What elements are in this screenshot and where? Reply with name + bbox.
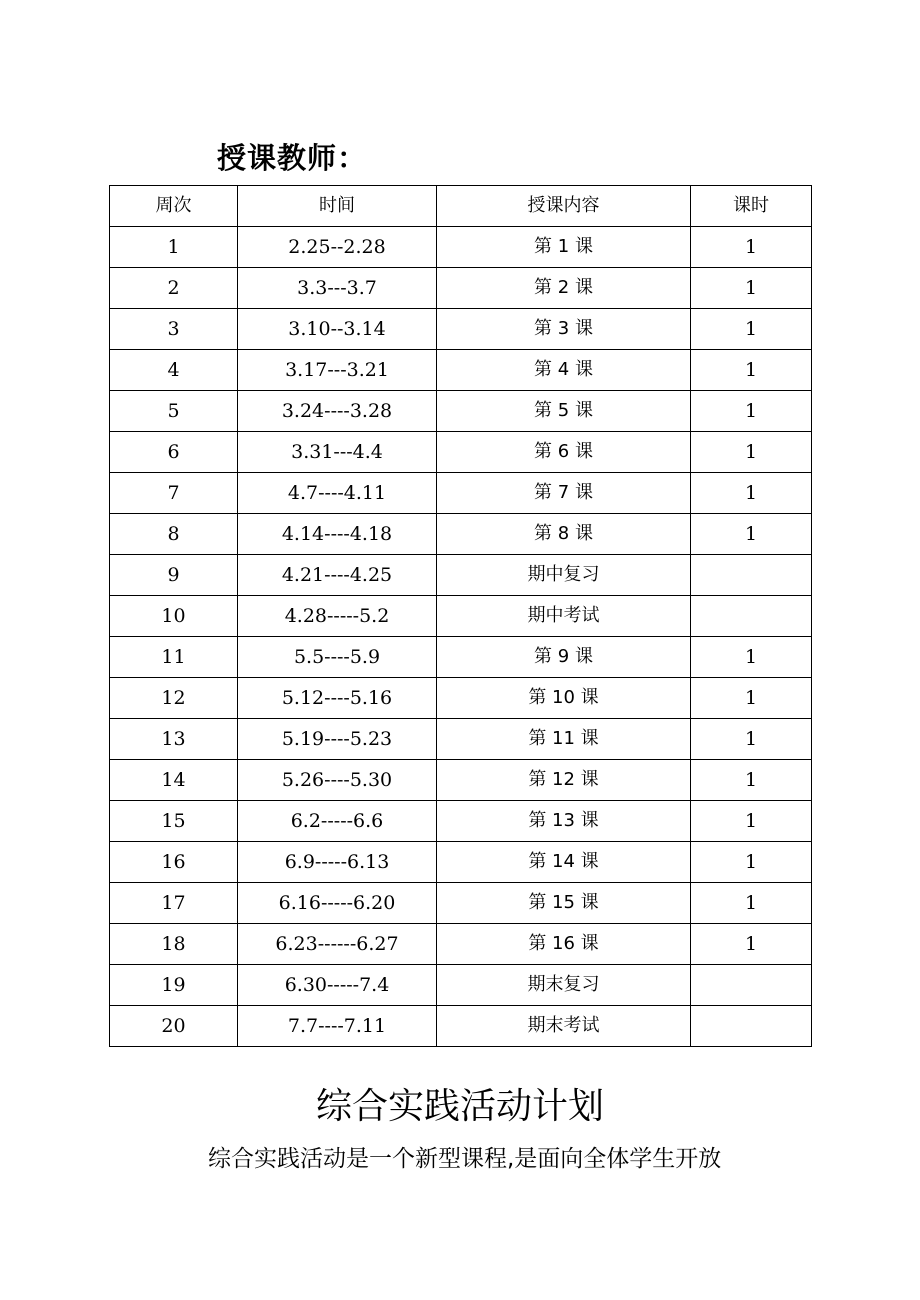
cell-hours: 1 [691, 883, 812, 924]
table-row [110, 432, 812, 473]
cell-week: 6 [110, 432, 238, 473]
cell-time: 4.28-----5.2 [238, 596, 437, 637]
cell-time: 6.23------6.27 [238, 924, 437, 965]
cell-week: 8 [110, 514, 238, 555]
table-row [110, 596, 812, 637]
cell-content: 期末复习 [437, 965, 691, 1006]
cell-time: 5.5----5.9 [238, 637, 437, 678]
column-header-time: 时间 [238, 186, 437, 227]
cell-week: 9 [110, 555, 238, 596]
cell-time: 7.7----7.11 [238, 1006, 437, 1047]
cell-week: 19 [110, 965, 238, 1006]
cell-week: 2 [110, 268, 238, 309]
table-row [110, 801, 812, 842]
section-title: 综合实践活动计划 [315, 1086, 604, 1127]
cell-hours [691, 555, 812, 596]
cell-week: 20 [110, 1006, 238, 1047]
table-row [110, 227, 812, 268]
cell-week: 10 [110, 596, 238, 637]
cell-time: 4.21----4.25 [238, 555, 437, 596]
cell-hours: 1 [691, 678, 812, 719]
cell-content: 第 8 课 [437, 514, 691, 555]
cell-hours: 1 [691, 801, 812, 842]
cell-time: 5.12----5.16 [238, 678, 437, 719]
table-header-row [110, 186, 812, 227]
cell-week: 15 [110, 801, 238, 842]
cell-week: 7 [110, 473, 238, 514]
cell-content: 期末考试 [437, 1006, 691, 1047]
cell-hours: 1 [691, 350, 812, 391]
cell-time: 3.24----3.28 [238, 391, 437, 432]
cell-hours: 1 [691, 391, 812, 432]
cell-content: 期中考试 [437, 596, 691, 637]
cell-hours: 1 [691, 719, 812, 760]
cell-content: 第 9 课 [437, 637, 691, 678]
column-header-hours: 课时 [691, 186, 812, 227]
cell-time: 6.9-----6.13 [238, 842, 437, 883]
teacher-label: 授课教师： [217, 141, 368, 175]
cell-content: 第 12 课 [437, 760, 691, 801]
cell-time: 6.2-----6.6 [238, 801, 437, 842]
cell-hours: 1 [691, 227, 812, 268]
cell-content: 期中复习 [437, 555, 691, 596]
cell-week: 12 [110, 678, 238, 719]
table-row [110, 842, 812, 883]
cell-content: 第 4 课 [437, 350, 691, 391]
table-row [110, 760, 812, 801]
table-row [110, 637, 812, 678]
cell-content: 第 13 课 [437, 801, 691, 842]
cell-content: 第 14 课 [437, 842, 691, 883]
cell-time: 4.14----4.18 [238, 514, 437, 555]
column-header-content: 授课内容 [437, 186, 691, 227]
cell-content: 第 16 课 [437, 924, 691, 965]
table-row [110, 473, 812, 514]
table-row [110, 555, 812, 596]
cell-content: 第 3 课 [437, 309, 691, 350]
cell-week: 4 [110, 350, 238, 391]
table-row [110, 309, 812, 350]
cell-content: 第 10 课 [437, 678, 691, 719]
table-row [110, 1006, 812, 1047]
cell-hours: 1 [691, 842, 812, 883]
cell-week: 1 [110, 227, 238, 268]
cell-week: 5 [110, 391, 238, 432]
cell-content: 第 6 课 [437, 432, 691, 473]
cell-content: 第 15 课 [437, 883, 691, 924]
cell-time: 5.26----5.30 [238, 760, 437, 801]
table-row [110, 719, 812, 760]
schedule-body [110, 227, 812, 1047]
cell-hours [691, 596, 812, 637]
cell-time: 6.16-----6.20 [238, 883, 437, 924]
cell-week: 18 [110, 924, 238, 965]
schedule-table [109, 185, 812, 1047]
cell-content: 第 7 课 [437, 473, 691, 514]
cell-time: 3.17---3.21 [238, 350, 437, 391]
table-row [110, 965, 812, 1006]
cell-time: 3.31---4.4 [238, 432, 437, 473]
cell-week: 17 [110, 883, 238, 924]
table-row [110, 883, 812, 924]
cell-week: 11 [110, 637, 238, 678]
cell-time: 6.30-----7.4 [238, 965, 437, 1006]
cell-content: 第 5 课 [437, 391, 691, 432]
cell-week: 16 [110, 842, 238, 883]
cell-hours: 1 [691, 432, 812, 473]
table-row [110, 678, 812, 719]
intro-paragraph: 综合实践活动是一个新型课程,是面向全体学生开放 [208, 1146, 722, 1172]
cell-hours: 1 [691, 309, 812, 350]
cell-week: 14 [110, 760, 238, 801]
cell-time: 2.25--2.28 [238, 227, 437, 268]
cell-time: 3.10--3.14 [238, 309, 437, 350]
cell-time: 3.3---3.7 [238, 268, 437, 309]
cell-hours: 1 [691, 514, 812, 555]
cell-hours [691, 965, 812, 1006]
column-header-week: 周次 [110, 186, 238, 227]
cell-hours: 1 [691, 637, 812, 678]
table-row [110, 268, 812, 309]
cell-week: 3 [110, 309, 238, 350]
table-row [110, 391, 812, 432]
table-row [110, 350, 812, 391]
table-row [110, 514, 812, 555]
cell-hours: 1 [691, 924, 812, 965]
cell-time: 5.19----5.23 [238, 719, 437, 760]
cell-content: 第 11 课 [437, 719, 691, 760]
cell-time: 4.7----4.11 [238, 473, 437, 514]
table-row [110, 924, 812, 965]
cell-hours: 1 [691, 473, 812, 514]
cell-hours [691, 1006, 812, 1047]
cell-week: 13 [110, 719, 238, 760]
cell-hours: 1 [691, 760, 812, 801]
cell-hours: 1 [691, 268, 812, 309]
cell-content: 第 1 课 [437, 227, 691, 268]
cell-content: 第 2 课 [437, 268, 691, 309]
